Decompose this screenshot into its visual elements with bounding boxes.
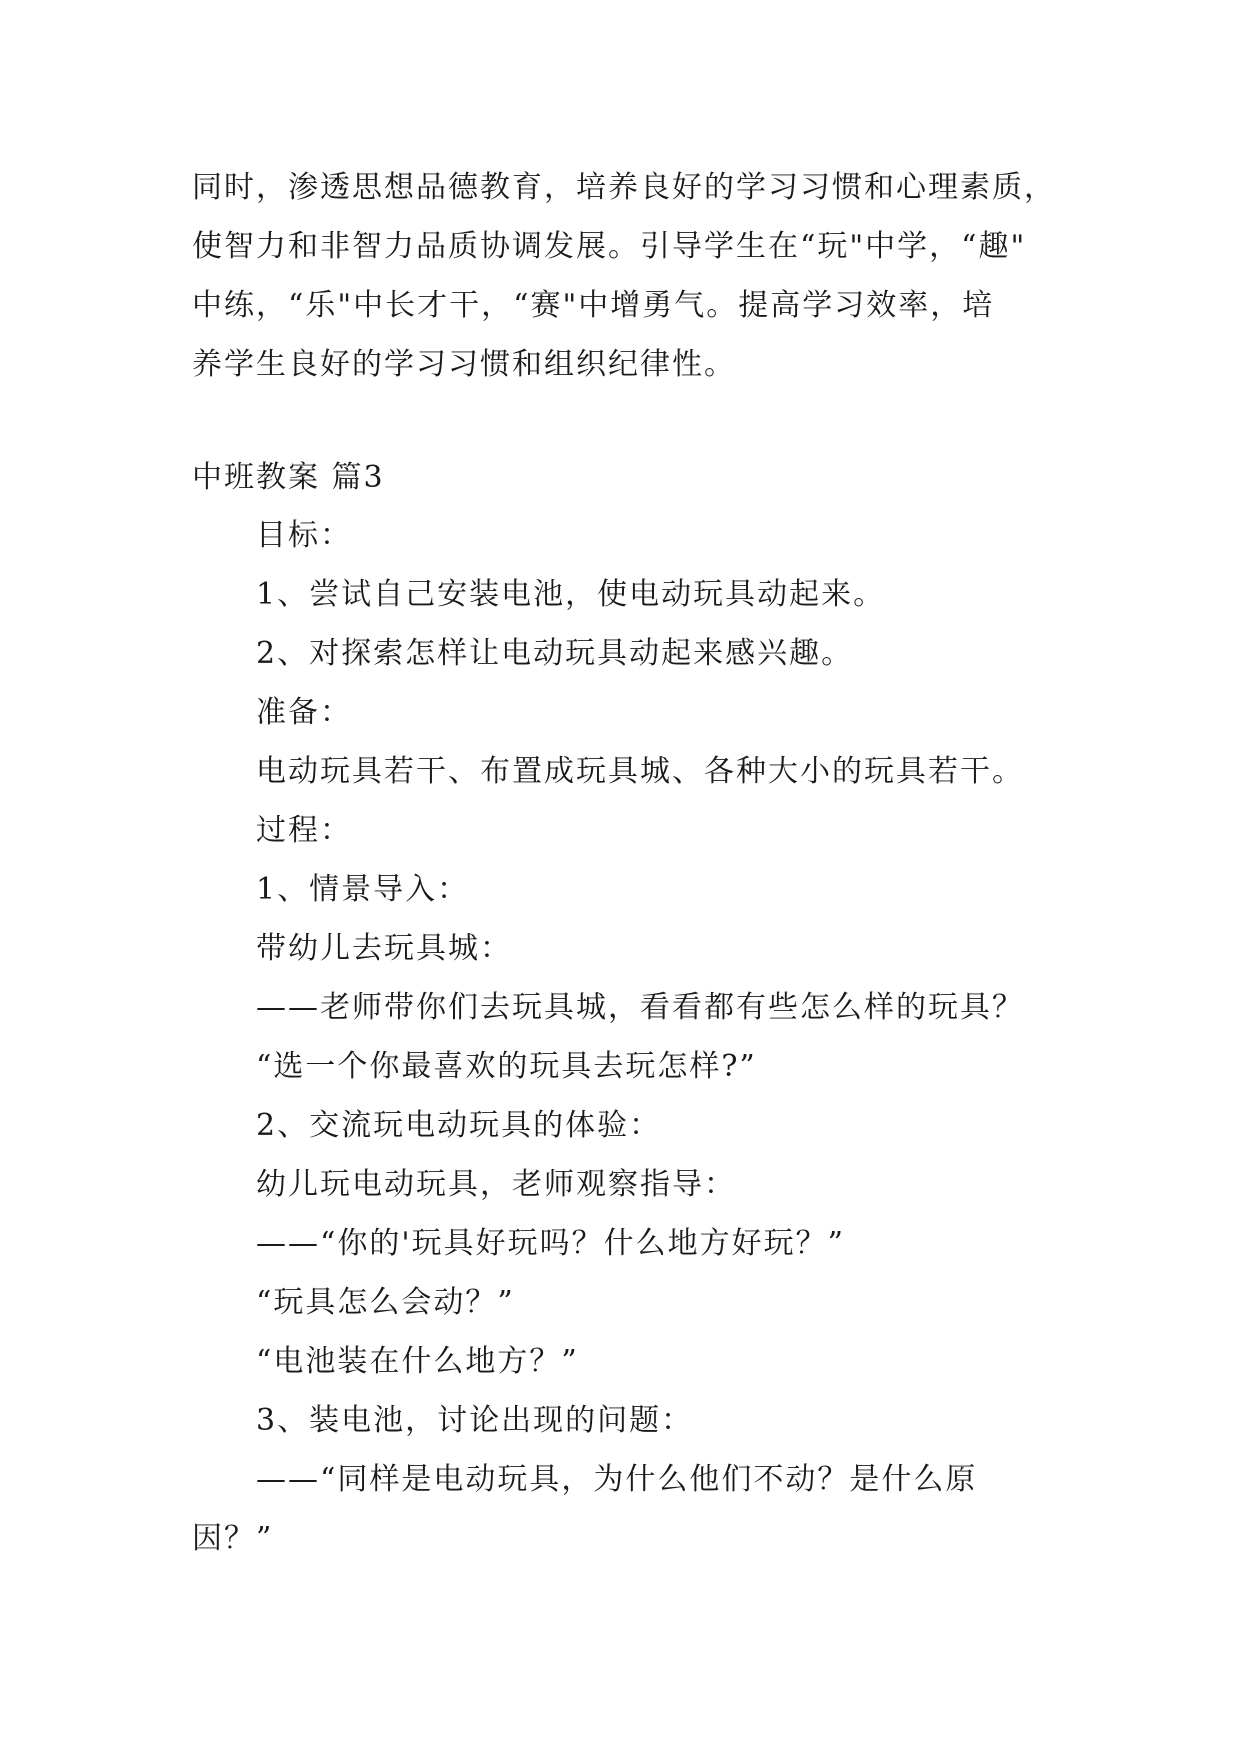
- step-2-text: 幼儿玩电动玩具，老师观察指导：: [256, 1167, 736, 1202]
- preparation-text: 电动玩具若干、布置成玩具城、各种大小的玩具若干。: [256, 754, 1024, 789]
- step-1-dialogue-1: ——老师带你们去玩具城，看看都有些怎么样的玩具？: [256, 990, 1024, 1025]
- goal-item-1: 1、尝试自己安装电池，使电动玩具动起来。: [256, 577, 886, 612]
- step-3-dialogue: ——“同样是电动玩具，为什么他们不动？是什么原: [256, 1462, 978, 1497]
- step-1-dialogue-2: “选一个你最喜欢的玩具去玩怎样?”: [256, 1049, 757, 1084]
- preparation-heading: 准备：: [256, 695, 352, 730]
- intro-line-3: 中练，“乐"中长才干，“赛"中增勇气。提高学习效率，培: [192, 288, 995, 323]
- section-title: 中班教案 篇3: [192, 460, 385, 495]
- step-1-heading: 1、情景导入：: [256, 872, 470, 907]
- step-2-dialogue-2: “玩具怎么会动？”: [256, 1285, 515, 1320]
- intro-line-2: 使智力和非智力品质协调发展。引导学生在“玩"中学，“趣": [192, 229, 1027, 264]
- step-2-dialogue-1: ——“你的'玩具好玩吗？什么地方好玩？”: [256, 1226, 845, 1261]
- step-2-heading: 2、交流玩电动玩具的体验：: [256, 1108, 662, 1143]
- step-3-dialogue-end: 因？”: [192, 1521, 274, 1556]
- step-1-text: 带幼儿去玩具城：: [256, 931, 512, 966]
- goal-item-2: 2、对探索怎样让电动玩具动起来感兴趣。: [256, 636, 854, 671]
- step-3-heading: 3、装电池，讨论出现的问题：: [256, 1403, 694, 1438]
- process-heading: 过程：: [256, 813, 352, 848]
- intro-line-4: 养学生良好的学习习惯和组织纪律性。: [192, 347, 736, 382]
- goal-heading: 目标：: [256, 518, 352, 553]
- step-2-dialogue-3: “电池装在什么地方？”: [256, 1344, 579, 1379]
- intro-line-1: 同时，渗透思想品德教育，培养良好的学习习惯和心理素质，: [192, 170, 1056, 205]
